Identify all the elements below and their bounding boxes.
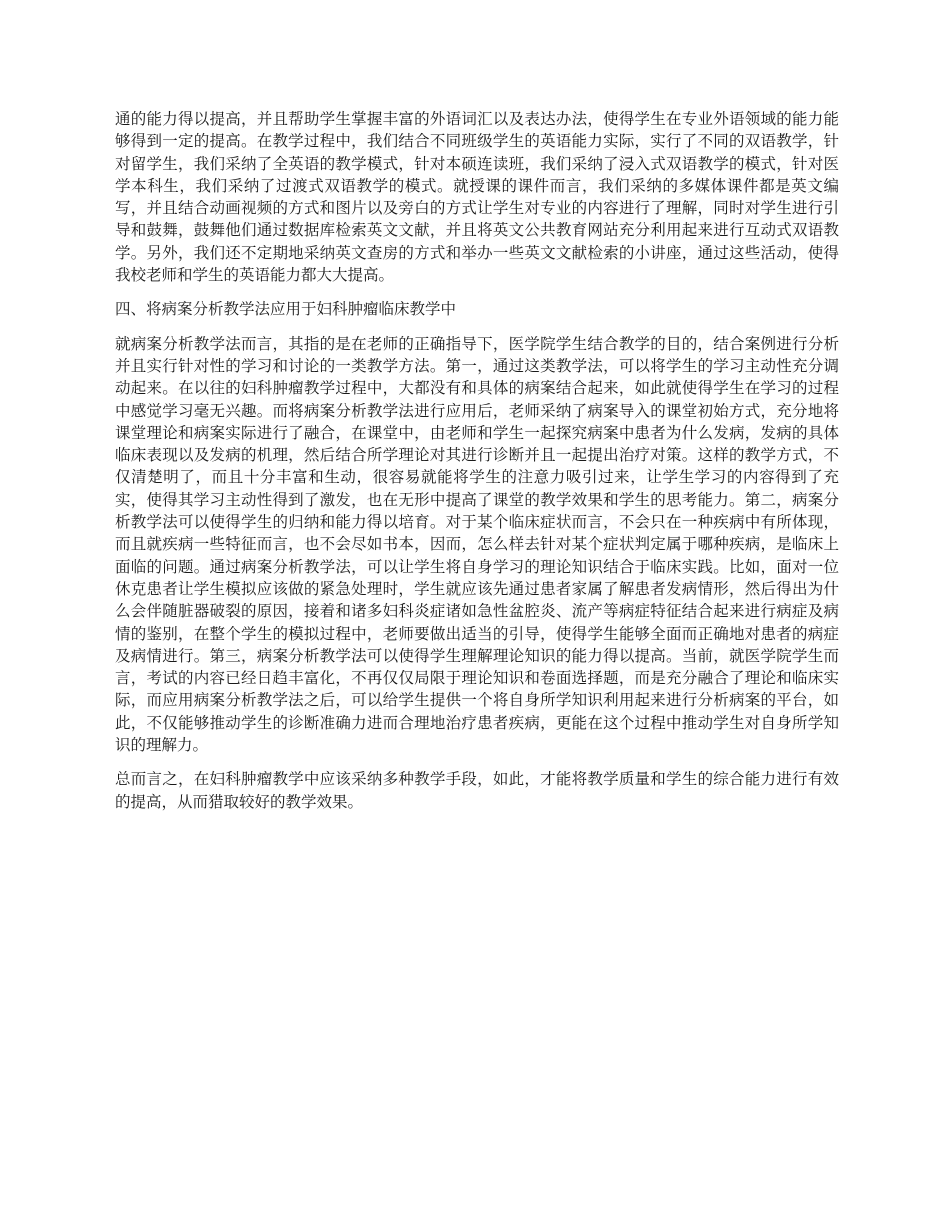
paragraph-bilingual-teaching: 通的能力得以提高，并且帮助学生掌握丰富的外语词汇以及表达办法，使得学生在专业外语领域的能力能够得到一定的提高。在教学过程中，我们结合不同班级学生的英语能力实际，实行了不同的双语教学，针对留学生，我们采纳了全英语的教学模式，针对本硕连读班，我们采纳了浸入式双语教学的模式，针对医学本科生，我们采纳了过渡式双语教学的模式。就授课的课件而言，我们采纳的多媒体课件都是英文编写，并且结合动画视频的方式和图片以及旁白的方式让学生对专业的内容进行了理解，同时对学生进行引导和鼓舞，鼓舞他们通过数据库检索英文文献，并且将英文公共教育网站充分利用起来进行互动式双语教学。另外，我们还不定期地采纳英文查房的方式和举办一些英文文献检索的小讲座，通过这些活动，使得我校老师和学生的英语能力都大大提高。 <box>115 110 839 285</box>
section-heading: 四、将病案分析教学法应用于妇科肿瘤临床教学中 <box>115 300 457 319</box>
paragraph-case-analysis: 就病案分析教学法而言，其指的是在老师的正确指导下，医学院学生结合教学的目的，结合案例进行分析并且实行针对性的学习和讨论的一类教学方法。第一，通过这类教学法，可以将学生的学习主动性充分调动起来。在以往的妇科肿瘤教学过程中，大都没有和具体的病案结合起来，如此就使得学生在学习的过程中感觉学习毫无兴趣。而将病案分析教学法进行应用后，老师采纳了病案导入的课堂初始方式，充分地将课堂理论和病案实际进行了融合，在课堂中，由老师和学生一起探究病案中患者为什么发病，发病的具体临床表现以及发病的机理，然后结合所学理论对其进行诊断并且一起提出治疗对策。这样的教学方式，不仅清楚明了，而且十分丰富和生动，很容易就能将学生的注意力吸引过来，让学生学习的内容得到了充实，使得其学习主动性得到了激发，也在无形中提高了课堂的教学效果和学生的思考能力。第二，病案分析教学法可以使得学生的归纳和能力得以培育。对于某个临床症状而言，不会只在一种疾病中有所体现，而且就疾病一些特征而言，也不会尽如书本，因而，怎么样去针对某个症状判定属于哪种疾病，是临床上面临的问题。通过病案分析教学法，可以让学生将自身学习的理论知识结合于临床实践。比如，面对一位休克患者让学生模拟应该做的紧急处理时，学生就应该先通过患者家属了解患者发病情形，然后得出为什么会伴随脏器破裂的原因，接着和诸多妇科炎症诸如急性盆腔炎、流产等病症特征结合起来进行病症及病情的鉴别，在整个学生的模拟过程中，老师要做出适当的引导，使得学生能够全面而正确地对患者的病症及病情进行。第三，病案分析教学法可以使得学生理解理论知识的能力得以提高。当前，就医学院学生而言，考试的内容已经日趋丰富化，不再仅仅局限于理论知识和卷面选择题，而是充分融合了理论和临床实际，而应用病案分析教学法之后，可以给学生提供一个将自身所学知识利用起来进行分析病案的平台，如此，不仅能够推动学生的诊断准确力进而合理地治疗患者疾病，更能在这个过程中推动学生对自身所学知识的理解力。 <box>115 334 839 755</box>
paragraph-conclusion: 总而言之，在妇科肿瘤教学中应该采纳多种教学手段，如此，才能将教学质量和学生的综合能力进行有效的提高，从而猎取较好的教学效果。 <box>115 770 839 811</box>
document-page <box>115 108 839 825</box>
